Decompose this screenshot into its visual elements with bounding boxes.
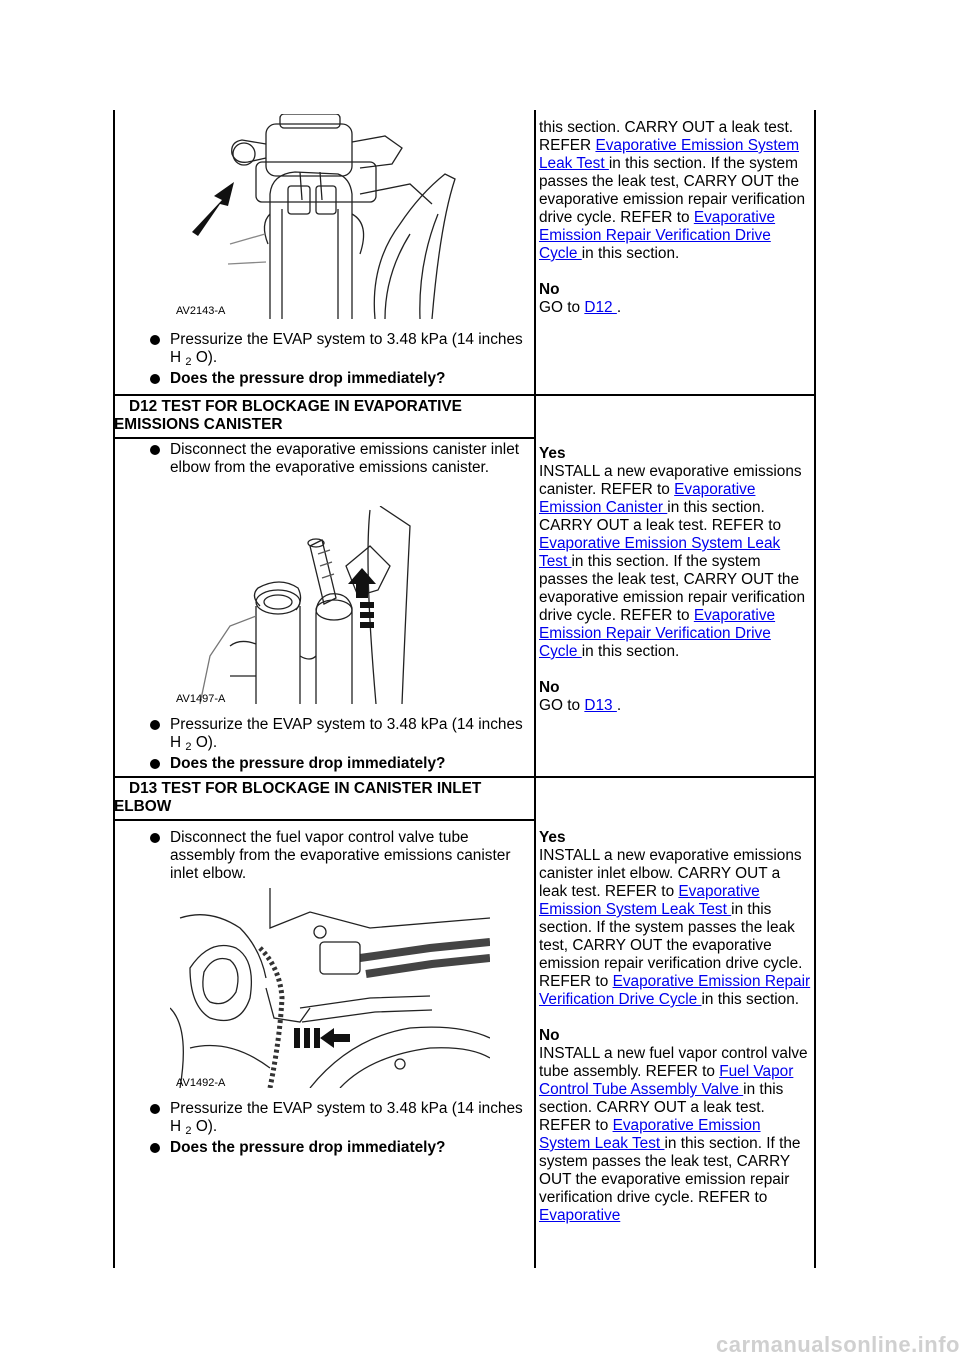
question-text: Does the pressure drop immediately? (170, 1139, 446, 1156)
result-text: in this section. If the system passes the leak test, CARRY OUT the evaporative emission repair verification drive cycle. REFER to (539, 553, 806, 624)
result-text: INSTALL a new evaporative emissions canister. REFER to (539, 463, 802, 498)
evap-valve-figure (170, 114, 460, 322)
row11-left-bullets (114, 331, 534, 388)
d13-disconnect-bullet (114, 829, 534, 883)
no-text: INSTALL a new fuel vapor control valve tube assembly. REFER to (539, 1045, 808, 1080)
link-evap-verification-drive-cycle[interactable]: Evaporative Emission Repair Verification Drive Cycle (539, 209, 776, 262)
bullet-pressurize-text: Pressurize the EVAP system to 3.48 kPa (14 inches H (170, 716, 523, 751)
bullet-pressurize-end: O). (195, 1118, 218, 1135)
no-result (539, 299, 811, 317)
result-text: INSTALL a new evaporative emissions canister inlet elbow. CARRY OUT a leak test. REFER to (539, 847, 802, 900)
link-evap-leak-test[interactable]: Evaporative Emission System Leak Test (539, 535, 781, 570)
link-d12[interactable]: D12 (584, 299, 617, 316)
link-evap-leak-test[interactable]: Evaporative Emission System Leak Test (539, 883, 760, 918)
bullet-pressurize (114, 1100, 534, 1136)
result-text: in this section. If the system passes the leak test, CARRY OUT the evaporative emission repair verification drive cycle. REFER to (539, 155, 806, 226)
result-text: in this section. (581, 245, 680, 262)
d12-disconnect-bullet (114, 441, 534, 477)
bullet-question (114, 1139, 534, 1157)
canister-elbow-figure (170, 506, 420, 706)
no-label: No (539, 679, 560, 696)
no-text: GO to (539, 697, 585, 714)
bullet-pressurize-text: Pressurize the EVAP system to 3.48 kPa (14 inches H (170, 1100, 523, 1135)
d13-right-result (539, 829, 811, 1225)
d13-left-bullets (114, 1100, 534, 1157)
link-evap-verification[interactable]: Evaporative (539, 1207, 621, 1224)
d12-right-result (539, 445, 811, 715)
no-text: in this section. If the system passes the leak test, CARRY OUT the evaporative emission repair verification drive cycle. REFER to (539, 1135, 801, 1206)
inlet-elbow-figure (170, 888, 490, 1088)
table-border-left (113, 110, 115, 1268)
step-heading-d12: D12 TEST FOR BLOCKAGE IN EVAPORATIVE EMISSIONS CANISTER (114, 398, 462, 433)
inlet-elbow-illustration (170, 888, 490, 1088)
row11-right-result (539, 119, 811, 317)
result-text: this section. CARRY OUT a leak test. REFER (539, 119, 794, 154)
bullet-question (114, 755, 534, 773)
subscript-2: 2 (185, 356, 192, 368)
bullet-pressurize-end: O). (195, 349, 218, 366)
subrow-divider-d12 (113, 437, 536, 439)
bullet-pressurize (114, 331, 534, 367)
no-text: GO to (539, 299, 585, 316)
d12-left-bullets (114, 716, 534, 773)
link-evap-leak-test[interactable]: Evaporative Emission System Leak Test (539, 1117, 761, 1152)
figure-label-av1497: AV1497-A (176, 693, 226, 705)
bullet-pressurize-text: Pressurize the EVAP system to 3.48 kPa (14 inches H (170, 331, 523, 366)
row-divider-d13 (113, 776, 816, 778)
bullet-question (114, 370, 534, 388)
canister-elbow-illustration (170, 506, 420, 706)
link-evap-verification-drive-cycle[interactable]: Evaporative Emission Repair Verification Drive Cycle (539, 973, 811, 1008)
table-divider-middle (534, 110, 536, 1268)
watermark: carmanualsonline.info (716, 1332, 960, 1357)
figure-label-av2143: AV2143-A (176, 305, 226, 317)
yes-label: Yes (539, 445, 566, 462)
subscript-2: 2 (185, 1125, 192, 1137)
row-divider-d12 (113, 394, 816, 396)
bullet-disconnect-canister (114, 441, 534, 477)
no-result (539, 697, 811, 715)
figure-label-av1492: AV1492-A (176, 1077, 226, 1088)
bullet-disconnect-text: Disconnect the evaporative emissions canister inlet elbow from the evaporative emissions canister. (170, 441, 520, 476)
bullet-pressurize (114, 716, 534, 752)
no-text-end: . (616, 299, 622, 316)
bullet-disconnect-text: Disconnect the fuel vapor control valve tube assembly from the evaporative emissions canister inlet elbow. (170, 829, 511, 882)
result-text: in this section. (581, 643, 680, 660)
no-text: in this section. CARRY OUT a leak test. REFER to (539, 1081, 784, 1134)
no-label: No (539, 1027, 560, 1044)
subrow-divider-d13 (113, 819, 536, 821)
step-heading-d13: D13 TEST FOR BLOCKAGE IN CANISTER INLET ELBOW (114, 780, 482, 815)
bullet-disconnect-tube (114, 829, 534, 883)
subscript-2: 2 (185, 741, 192, 753)
result-text: in this section. CARRY OUT a leak test. REFER to (539, 499, 782, 534)
link-evap-verification-drive-cycle[interactable]: Evaporative Emission Repair Verification Drive Cycle (539, 607, 776, 660)
evap-valve-illustration (170, 114, 460, 322)
table-border-right (814, 110, 816, 1268)
yes-label: Yes (539, 829, 566, 846)
link-fuel-vapor-control-tube[interactable]: Fuel Vapor Control Tube Assembly Valve (539, 1063, 794, 1098)
question-text: Does the pressure drop immediately? (170, 370, 446, 387)
link-evap-canister[interactable]: Evaporative Emission Canister (539, 481, 756, 516)
no-text-end: . (616, 697, 622, 714)
question-text: Does the pressure drop immediately? (170, 755, 446, 772)
result-text: in this section. (701, 991, 800, 1008)
no-label: No (539, 281, 560, 298)
link-d13[interactable]: D13 (584, 697, 617, 714)
bullet-pressurize-end: O). (195, 734, 218, 751)
link-evap-leak-test[interactable]: Evaporative Emission System Leak Test (539, 137, 800, 172)
result-text: in this section. If the system passes the leak test, CARRY OUT the evaporative emission repair verification drive cycle. REFER to (539, 901, 803, 990)
